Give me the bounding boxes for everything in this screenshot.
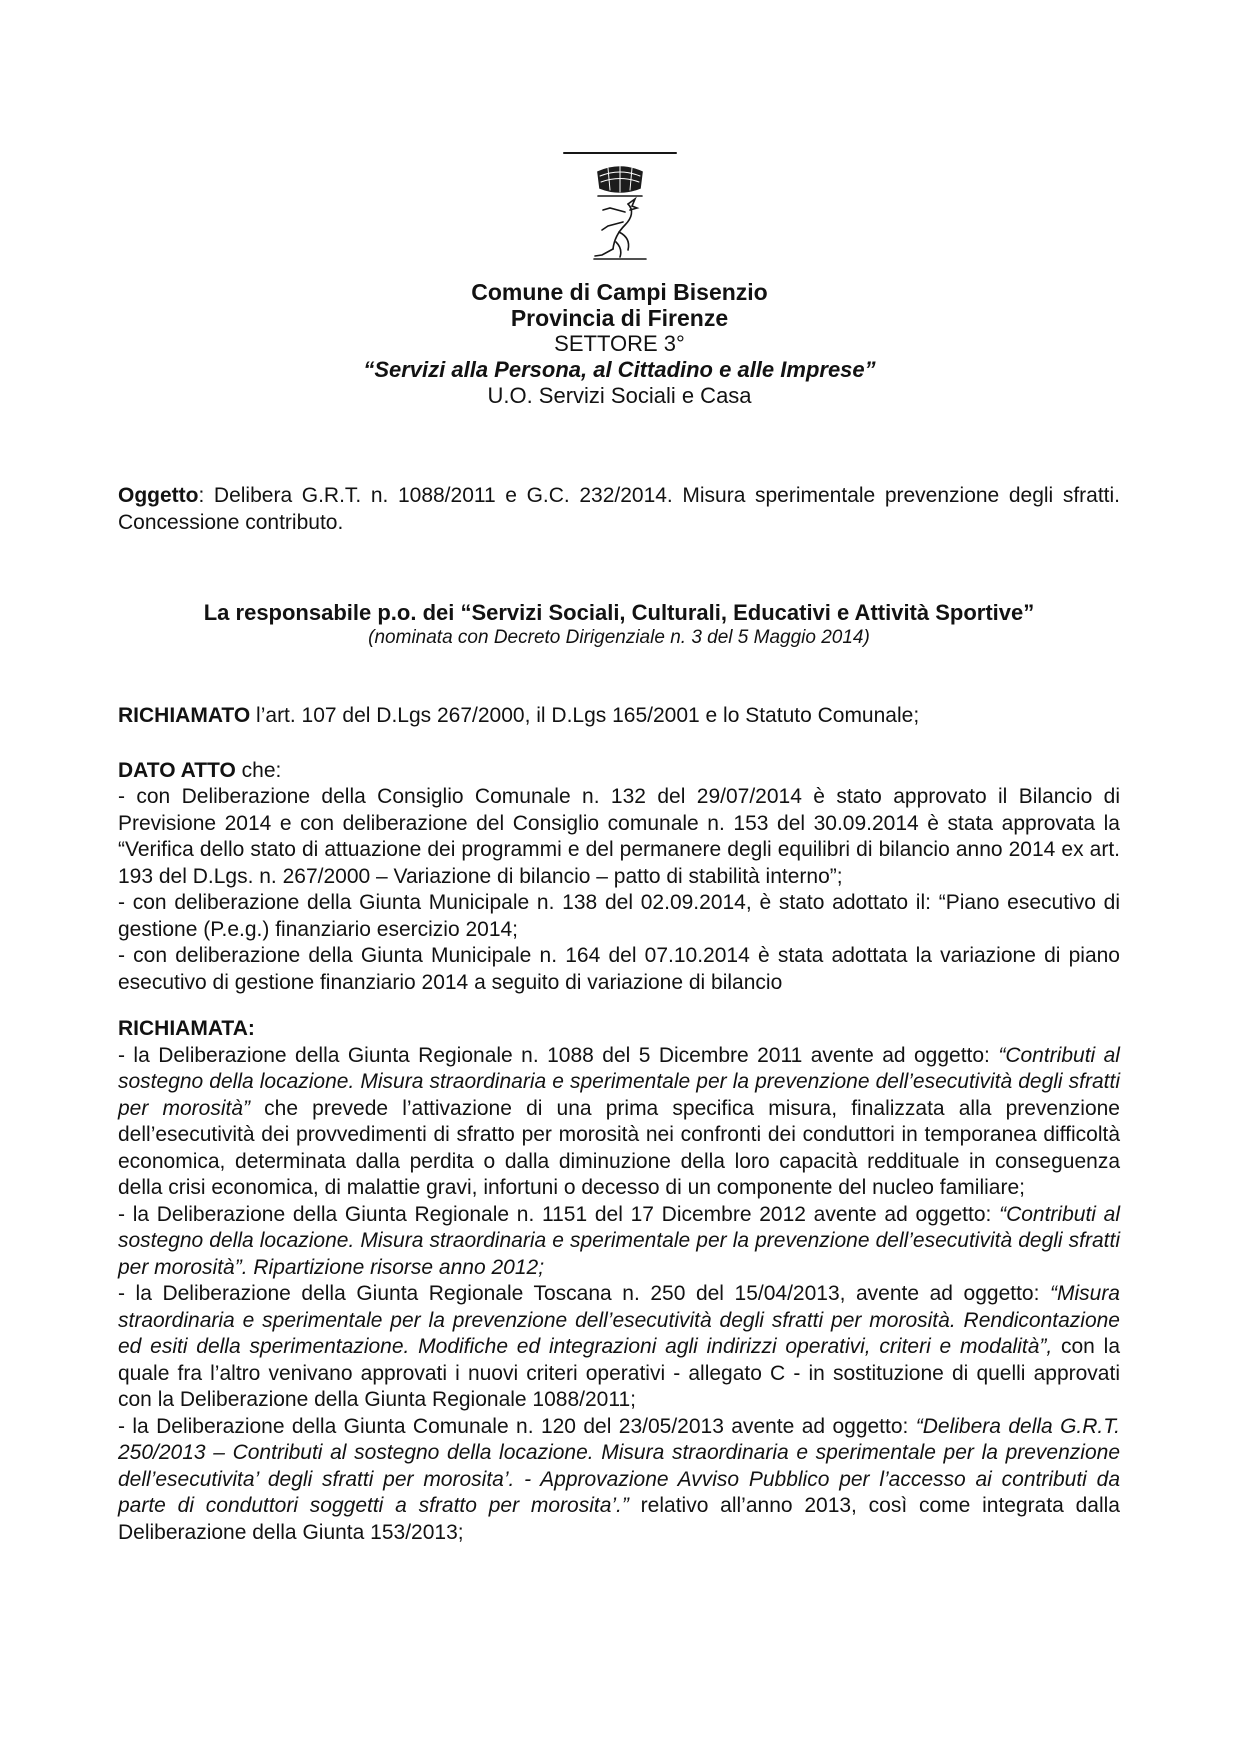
text-run: “Misura straordinaria e sperimentale per la prevenzione dell’esecutività degli sfratti per morosità. Rendicontazione ed esiti della sperimentazione. Modifiche ed integrazioni agli indirizzi operativi, criteri e modalità”, xyxy=(118,1282,1120,1358)
richiamato-paragraph xyxy=(118,703,1120,730)
text-run: : Delibera G.R.T. n. 1088/2011 e G.C. 232/2014. Misura sperimentale prevenzione degli sfratti. Concessione contributo. xyxy=(118,484,1120,534)
dato-atto-item xyxy=(118,784,1120,890)
text-run: “Delibera della G.R.T. 250/2013 – Contributi al sostegno della locazione. Misura straordinaria e sperimentale per la prevenzione dell’esecutivita’ degli sfratti per morosita’. - Approvazione Avviso Pubblico per l’accesso ai contributi da parte di conduttori soggetti a sfratto per morosita’.” xyxy=(118,1414,1120,1517)
richiamata-item xyxy=(118,1202,1120,1282)
oggetto-paragraph xyxy=(118,483,1120,536)
responsabile-subtitle: (nominata con Decreto Dirigenziale n. 3 del 5 Maggio 2014) xyxy=(368,627,870,648)
text-run: DATO ATTO xyxy=(118,758,236,782)
text-run: - con deliberazione della Giunta Municipale n. 164 del 07.10.2014 è stata adottata la variazione di piano esecutivo di gestione finanziario 2014 a seguito di variazione di bilancio xyxy=(118,944,1120,994)
text-run: - con Deliberazione della Consiglio Comunale n. 132 del 29/07/2014 è stato approvato il Bilancio di Previsione 2014 e con deliberazione del Consiglio comunale n. 153 del 30.09.2014 è stata approvata la “Verifica dello stato di attuazione dei programmi e del permanere degli equilibri di bilancio anno 2014 ex art. 193 del D.Lgs. n. 267/2000 – Variazione di bilancio – patto di stabilità interno”; xyxy=(118,785,1120,888)
text-run: “Contributi al sostegno della locazione. Misura straordinaria e sperimentale per la prevenzione dell’esecutività degli sfratti per morosità”. Ripartizione risorse anno 2012; xyxy=(118,1202,1120,1279)
responsabile-block xyxy=(118,600,1120,650)
sector-name: “Servizi alla Persona, al Cittadino e alle Imprese” xyxy=(363,357,876,382)
richiamata-heading xyxy=(118,1016,1120,1043)
text-run: Oggetto xyxy=(118,484,199,507)
text-run: relativo all’anno 2013, così come integrata dalla Deliberazione della Giunta 153/2013; xyxy=(118,1494,1120,1544)
text-run: “Contributi al sostegno della locazione. Misura straordinaria e sperimentale per la prevenzione dell’esecutività degli sfratti per morosità” xyxy=(118,1043,1120,1120)
coat-of-arms-icon xyxy=(558,150,682,262)
text-run: - la Deliberazione della Giunta Regionale n. 1151 del 17 Dicembre 2012 avente ad oggetto: xyxy=(118,1202,1000,1226)
text-run: - la Deliberazione della Giunta Regionale n. 1088 del 5 Dicembre 2011 avente ad oggetto: xyxy=(118,1043,999,1067)
text-run: con la quale fra l’altro venivano approvati i nuovi criteri operativi - allegato C - in sostituzione di quelli approvati con la Deliberazione della Giunta Regionale 1088/2011; xyxy=(118,1335,1120,1411)
document-body xyxy=(0,483,1239,1546)
richiamata-item xyxy=(118,1414,1120,1547)
text-run: l’art. 107 del D.Lgs 267/2000, il D.Lgs 165/2001 e lo Statuto Comunale; xyxy=(250,704,920,727)
text-run: - la Deliberazione della Giunta Comunale n. 120 del 23/05/2013 avente ad oggetto: xyxy=(118,1414,916,1438)
sector-label: SETTORE 3° xyxy=(554,331,685,356)
dato-atto-item xyxy=(118,890,1120,943)
text-run: RICHIAMATO xyxy=(118,704,251,727)
responsabile-title: La responsabile p.o. dei “Servizi Sociali, Culturali, Educativi e Attività Sportive” xyxy=(203,600,1035,625)
richiamata-item xyxy=(118,1281,1120,1414)
unit-name: U.O. Servizi Sociali e Casa xyxy=(487,383,752,408)
text-run: - la Deliberazione della Giunta Regionale Toscana n. 250 del 15/04/2013, avente ad oggetto: xyxy=(118,1282,1050,1305)
text-run: - con deliberazione della Giunta Municipale n. 138 del 02.09.2014, è stato adottato il: “Piano esecutivo di gestione (P.e.g.) finanziario esercizio 2014; xyxy=(118,891,1120,941)
richiamata-item xyxy=(118,1043,1120,1202)
municipality-name: Comune di Campi Bisenzio xyxy=(471,279,768,305)
letterhead xyxy=(0,279,1239,409)
province-name: Provincia di Firenze xyxy=(510,305,729,331)
dato-atto-item xyxy=(118,943,1120,996)
dato-atto-heading xyxy=(118,758,1120,785)
text-run: che prevede l’attivazione di una prima specifica misura, finalizzata alla prevenzione dell’esecutività dei provvedimenti di sfratto per morosità nei confronti dei conduttori in temporanea difficoltà economica, determinata dalla perdita o dalla diminuzione della loro capacità reddituale in conseguenza della crisi economica, di malattie gravi, infortuni o decesso di un componente del nucleo familiare; xyxy=(118,1096,1120,1199)
comune-emblem xyxy=(0,0,1239,267)
text-run: RICHIAMATA: xyxy=(118,1017,255,1040)
text-run: che: xyxy=(235,758,282,782)
